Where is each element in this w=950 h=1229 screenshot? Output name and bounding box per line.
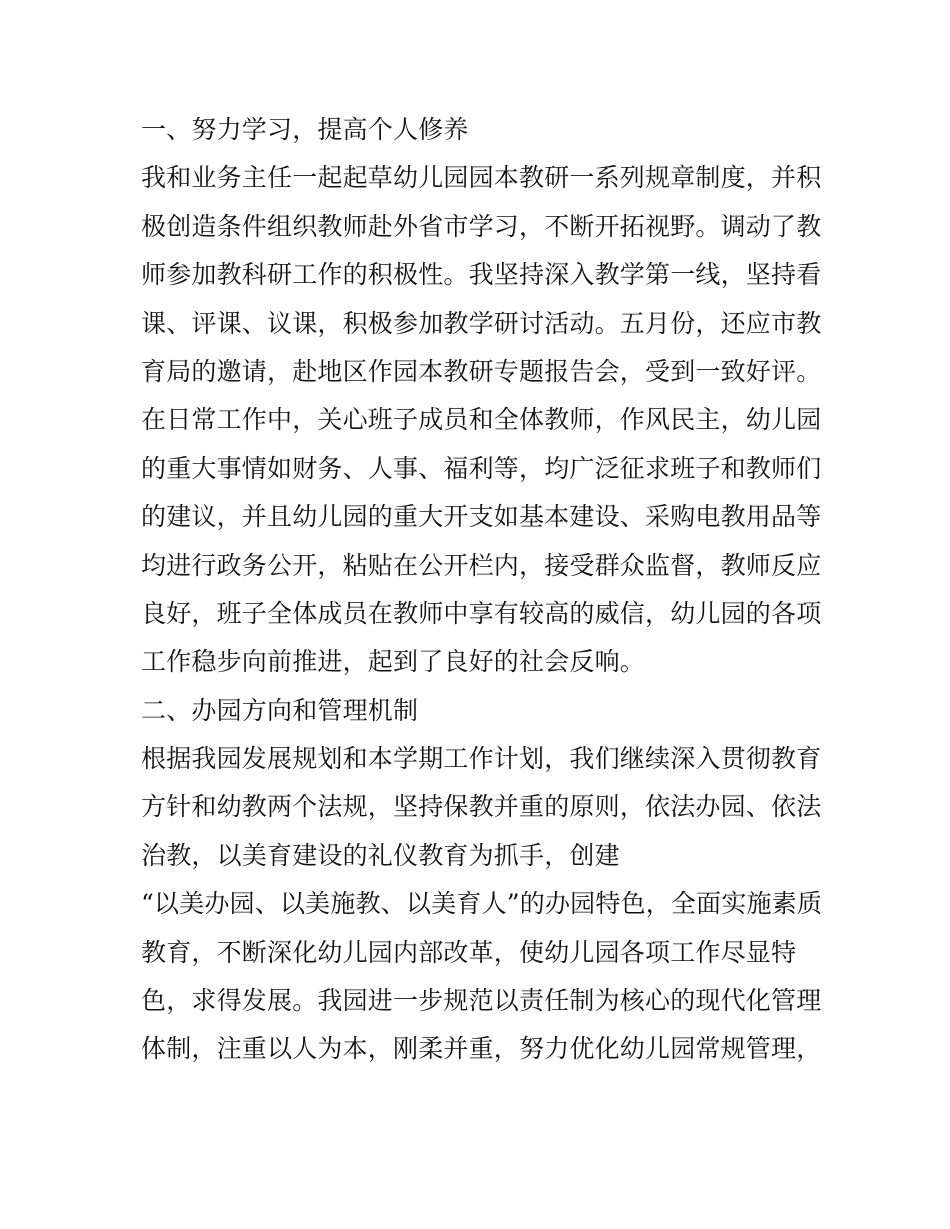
paragraph-line: 色，求得发展。我园进一步规范以责任制为核心的现代化管理 — [141, 986, 822, 1016]
paragraph-line: 课、评课、议课，积极参加教学研讨活动。五月份，还应市教 — [141, 308, 822, 338]
paragraph-line: 工作稳步向前推进，起到了良好的社会反响。 — [141, 647, 646, 677]
paragraph-line: 在日常工作中，关心班子成员和全体教师，作风民主，幼儿园 — [141, 405, 822, 435]
document-body — [141, 106, 821, 1074]
paragraph-line: 方针和幼教两个法规，坚持保教并重的原则，依法办园、依法 — [141, 792, 822, 822]
paragraph-line: 良好，班子全体成员在教师中享有较高的威信，幼儿园的各项 — [141, 598, 822, 628]
section-heading-2: 二、办园方向和管理机制 — [141, 695, 419, 725]
paragraph-line: 我和业务主任一起起草幼儿园园本教研一系列规章制度，并积 — [141, 163, 822, 193]
paragraph-line: “以美办园、以美施教、以美育人”的办园特色，全面实施素质 — [141, 889, 823, 919]
paragraph-line: 体制，注重以人为本，刚柔并重，努力优化幼儿园常规管理， — [141, 1034, 822, 1064]
paragraph-line: 的建议，并且幼儿园的重大开支如基本建设、采购电教用品等 — [141, 502, 822, 532]
paragraph-line: 师参加教科研工作的积极性。我坚持深入教学第一线，坚持看 — [141, 260, 822, 290]
paragraph-line: 教育，不断深化幼儿园内部改革，使幼儿园各项工作尽显特 — [141, 937, 797, 967]
paragraph-line: 治教，以美育建设的礼仪教育为抓手，创建 — [141, 840, 620, 870]
paragraph-line: 育局的邀请，赴地区作园本教研专题报告会，受到一致好评。 — [141, 356, 822, 386]
paragraph-line: 的重大事情如财务、人事、福利等，均广泛征求班子和教师们 — [141, 453, 822, 483]
section-heading-1: 一、努力学习，提高个人修养 — [141, 115, 469, 144]
paragraph-line: 极创造条件组织教师赴外省市学习，不断开拓视野。调动了教 — [141, 211, 822, 241]
paragraph-line: 根据我园发展规划和本学期工作计划，我们继续深入贯彻教育 — [141, 744, 822, 774]
paragraph-line: 均进行政务公开，粘贴在公开栏内，接受群众监督，教师反应 — [141, 550, 822, 580]
